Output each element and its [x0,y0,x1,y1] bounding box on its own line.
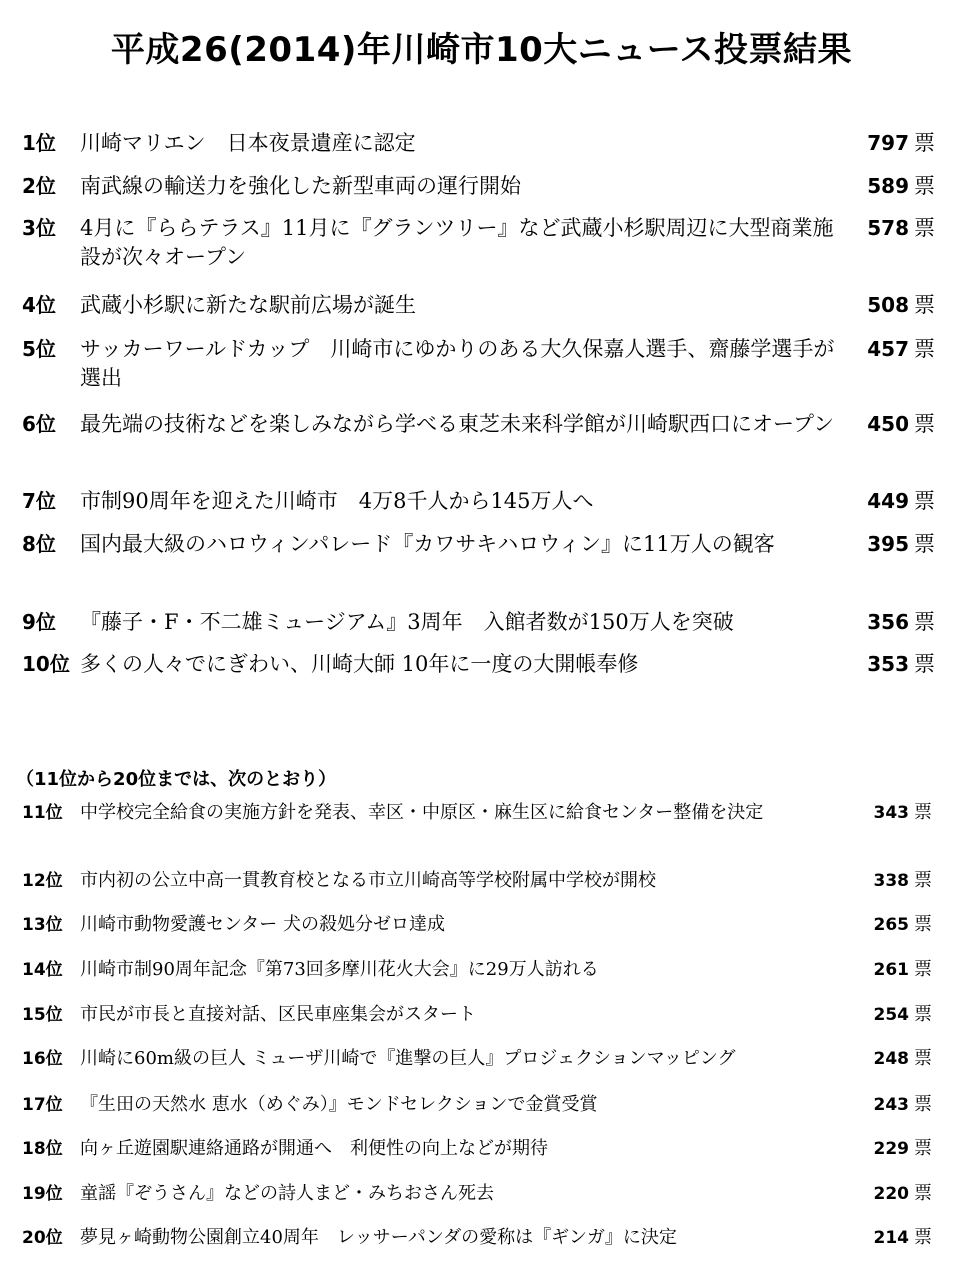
vote-unit: 票 [914,870,932,891]
rank-label: 7位 [22,489,56,513]
rank-label: 14位 [22,960,63,980]
rank-label: 2位 [22,174,56,198]
vote-unit: 票 [914,489,935,513]
vote-count: 261 [873,960,909,980]
vote-unit: 票 [914,802,932,823]
news-text: 4月に『ららテラス』11月に『グランツリー』など武蔵小杉駅周辺に大型商業施設が次々オープン [80,216,834,269]
rank-label: 18位 [22,1139,63,1159]
vote-count: 243 [873,1095,909,1115]
news-text: 川崎マリエン 日本夜景遺産に認定 [80,131,416,155]
rank-label: 3位 [22,216,56,240]
news-text: 向ヶ丘遊園駅連絡通路が開通へ 利便性の向上などが期待 [80,1138,548,1159]
news-text: 童謡『ぞうさん』などの詩人まど・みちおさん死去 [80,1183,494,1204]
news-text: 『生田の天然水 恵水（めぐみ）』モンドセレクションで金賞受賞 [80,1094,598,1115]
vote-unit: 票 [914,216,935,240]
rank-label: 4位 [22,293,56,317]
section-note: （11位から20位までは、次のとおり） [16,769,337,790]
vote-count: 265 [873,915,909,935]
news-text: 『藤子・F・不二雄ミュージアム』3周年 入館者数が150万人を突破 [80,610,734,634]
vote-count: 797 [867,131,909,155]
rank-label: 8位 [22,532,56,556]
rank-label: 17位 [22,1095,63,1115]
news-text: 多くの人々でにぎわい、川崎大師 10年に一度の大開帳奉修 [80,652,639,676]
rank-label: 16位 [22,1049,63,1069]
vote-unit: 票 [914,652,935,676]
vote-count: 353 [867,652,909,676]
rank-label: 6位 [22,412,56,436]
vote-unit: 票 [914,1004,932,1025]
news-text: 国内最大級のハロウィンパレード『カワサキハロウィン』に11万人の観客 [80,532,775,556]
vote-count: 229 [873,1139,909,1159]
rank-label: 13位 [22,915,63,935]
vote-count: 356 [867,610,909,634]
vote-unit: 票 [914,293,935,317]
vote-unit: 票 [914,412,935,436]
vote-unit: 票 [914,1183,932,1204]
vote-unit: 票 [914,532,935,556]
rank-label: 20位 [22,1228,63,1248]
vote-unit: 票 [914,1048,932,1069]
vote-count: 395 [867,532,909,556]
vote-unit: 票 [914,1094,932,1115]
news-text: 中学校完全給食の実施方針を発表、幸区・中原区・麻生区に給食センター整備を決定 [80,802,764,823]
news-text: 夢見ヶ崎動物公園創立40周年 レッサーパンダの愛称は『ギンガ』に決定 [80,1227,677,1248]
news-text: 市制90周年を迎えた川崎市 4万8千人から145万人へ [80,489,594,513]
news-text: 川崎市制90周年記念『第73回多摩川花火大会』に29万人訪れる [80,959,599,980]
vote-unit: 票 [914,914,932,935]
news-text: 最先端の技術などを楽しみながら学べる東芝未来科学館が川崎駅西口にオープン [80,412,835,436]
news-text: 川崎に60m級の巨人 ミューザ川崎で『進撃の巨人』プロジェクションマッピング [80,1048,736,1069]
vote-count: 449 [867,489,909,513]
vote-unit: 票 [914,1227,932,1248]
vote-count: 589 [867,174,909,198]
vote-unit: 票 [914,337,935,361]
page-title: 平成26(2014)年川崎市10大ニュース投票結果 [110,30,853,70]
rank-label: 5位 [22,337,56,361]
vote-count: 248 [873,1049,909,1069]
rank-label: 9位 [22,610,56,634]
vote-unit: 票 [914,1138,932,1159]
rank-label: 11位 [22,803,63,823]
vote-count: 338 [873,871,909,891]
vote-count: 220 [873,1184,909,1204]
vote-unit: 票 [914,131,935,155]
rank-label: 19位 [22,1184,63,1204]
vote-count: 578 [867,216,909,240]
news-text: 市内初の公立中高一貫教育校となる市立川崎高等学校附属中学校が開校 [80,870,656,891]
vote-count: 450 [867,412,909,436]
news-text: 南武線の輸送力を強化した新型車両の運行開始 [80,174,521,198]
vote-unit: 票 [914,174,935,198]
rank-label: 12位 [22,871,63,891]
vote-count: 508 [867,293,909,317]
news-text: サッカーワールドカップ 川崎市にゆかりのある大久保嘉人選手、齋藤学選手が選出 [80,337,835,390]
vote-unit: 票 [914,959,932,980]
vote-count: 457 [867,337,909,361]
vote-count: 214 [873,1228,909,1248]
rank-label: 15位 [22,1005,63,1025]
news-text: 川崎市動物愛護センター 犬の殺処分ゼロ達成 [80,914,445,935]
rank-label: 1位 [22,131,56,155]
news-text: 市民が市長と直接対話、区民車座集会がスタート [80,1004,476,1025]
rank-label: 10位 [22,652,70,676]
vote-unit: 票 [914,610,935,634]
vote-count: 254 [873,1005,909,1025]
news-text: 武蔵小杉駅に新たな駅前広場が誕生 [80,293,416,317]
vote-count: 343 [873,803,909,823]
